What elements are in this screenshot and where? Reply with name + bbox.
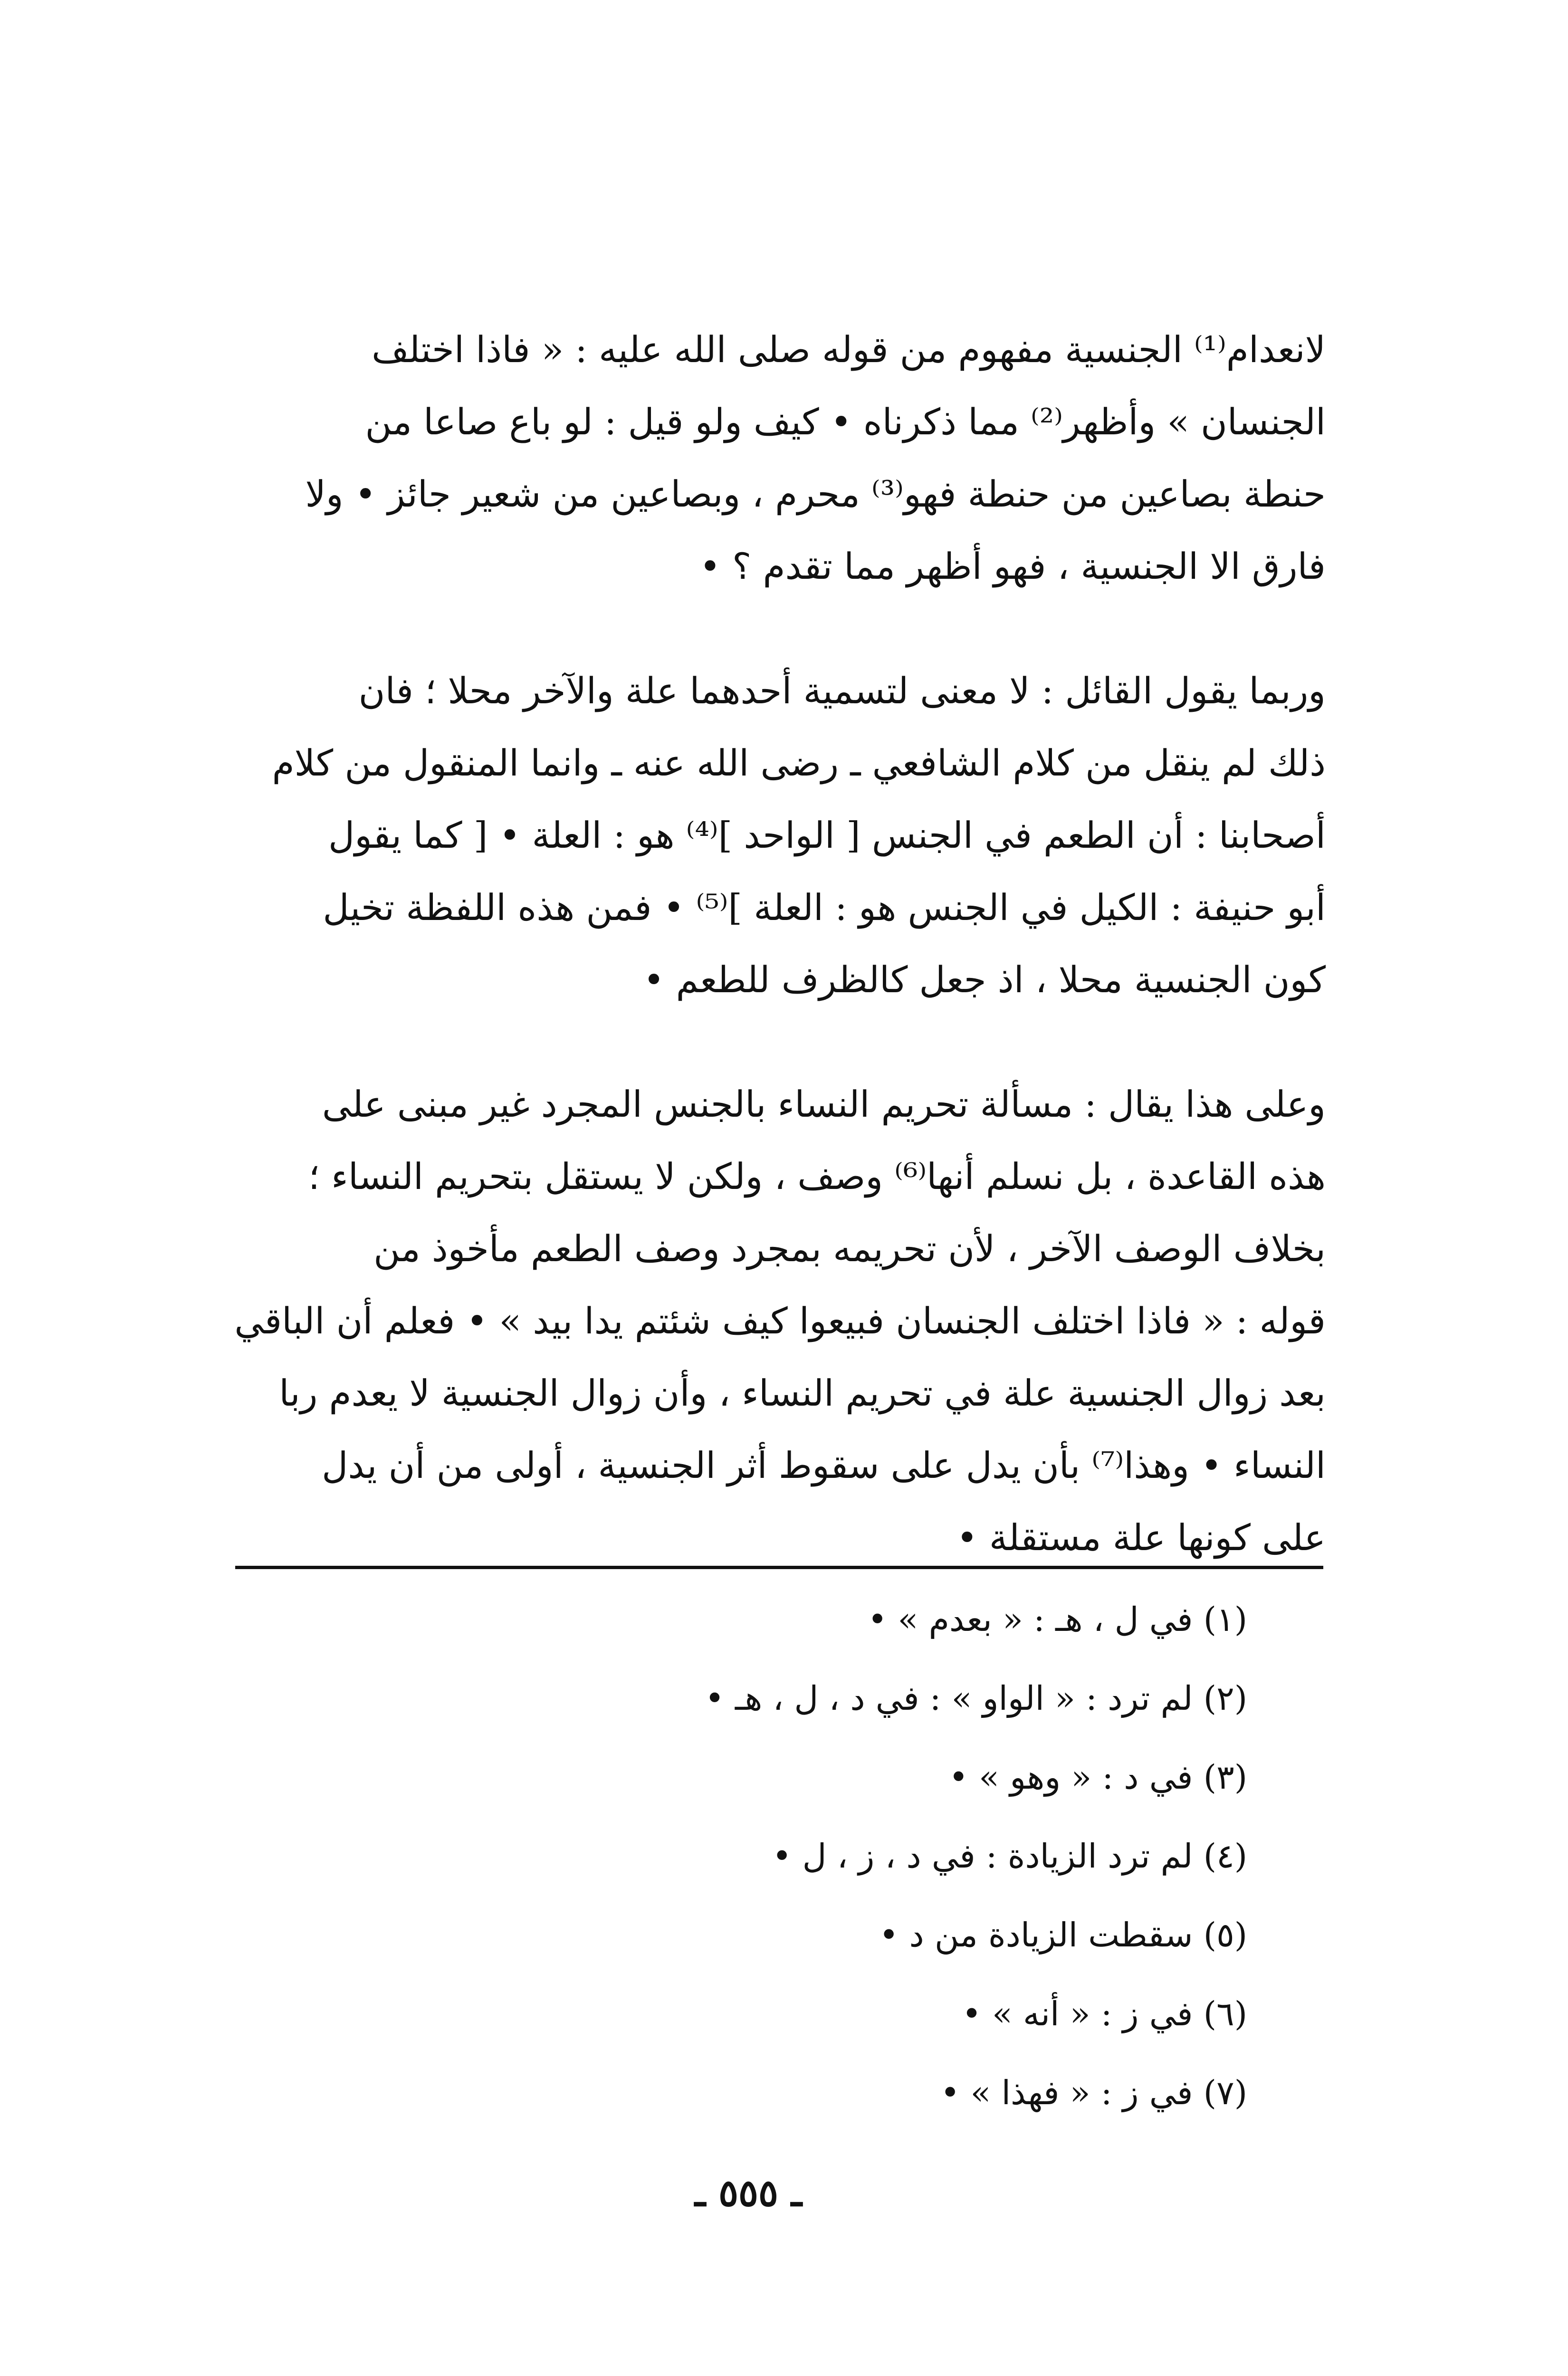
footnote-2: (٢) لم ترد : « الواو » : في د ، ل ، هـ • xyxy=(705,1679,1247,1718)
text-line: لانعدام⁽¹⁾ الجنسية مفهوم من قوله صلى الله عليه : « فاذا اختلف xyxy=(372,328,1326,371)
text-line: وربما يقول القائل : لا معنى لتسمية أحدهما علة والآخر محلا ؛ فان xyxy=(358,670,1326,712)
text-line: وعلى هذا يقال : مسألة تحريم النساء بالجنس المجرد غير مبنى على xyxy=(322,1083,1326,1125)
text-line: أصحابنا : أن الطعم في الجنس [ الواحد ]⁽⁴⁾ هو : العلة • [ كما يقول xyxy=(328,814,1326,856)
footnote-divider xyxy=(235,1566,1323,1569)
text-line: بعد زوال الجنسية علة في تحريم النساء ، وأن زوال الجنسية لا يعدم ربا xyxy=(279,1372,1326,1414)
text-line: الجنسان » وأظهر⁽²⁾ مما ذكرناه • كيف ولو قيل : لو باع صاعا من xyxy=(365,401,1326,443)
footnote-7: (٧) في ز : « فهذا » • xyxy=(940,2073,1247,2112)
text-line: فارق الا الجنسية ، فهو أظهر مما تقدم ؟ • xyxy=(699,545,1326,587)
text-line: ذلك لم ينقل من كلام الشافعي ـ رضى الله عنه ـ وانما المنقول من كلام xyxy=(272,742,1326,784)
text-line: النساء • وهذا⁽⁷⁾ بأن يدل على سقوط أثر الجنسية ، أولى من أن يدل xyxy=(322,1444,1326,1486)
footnote-3: (٣) في د : « وهو » • xyxy=(948,1758,1247,1797)
text-line: حنطة بصاعين من حنطة فهو⁽³⁾ محرم ، وبصاعين من شعير جائز • ولا xyxy=(305,473,1326,515)
paragraph-3 xyxy=(204,1068,1326,1574)
footnote-6: (٦) في ز : « أنه » • xyxy=(962,1994,1247,2033)
text-line: أبو حنيفة : الكيل في الجنس هو : العلة ]⁽⁵⁾ • فمن هذه اللفظة تخيل xyxy=(323,886,1326,929)
page-number: ـ ٥٥٥ ـ xyxy=(695,2172,802,2215)
text-line: على كونها علة مستقلة • xyxy=(956,1516,1326,1559)
footnotes xyxy=(235,1580,1247,2132)
text-line: هذه القاعدة ، بل نسلم أنها⁽⁶⁾ وصف ، ولكن لا يستقل بتحريم النساء ؛ xyxy=(308,1155,1326,1198)
footnote-4: (٤) لم ترد الزيادة : في د ، ز ، ل • xyxy=(772,1837,1247,1876)
main-text xyxy=(204,314,1326,1626)
footnote-5: (٥) سقطت الزيادة من د • xyxy=(879,1916,1247,1954)
paragraph-2 xyxy=(204,655,1326,1016)
footnote-1: (١) في ل ، هـ : « بعدم » • xyxy=(867,1600,1247,1639)
text-line: كون الجنسية محلا ، اذ جعل كالظرف للطعم • xyxy=(643,958,1326,1001)
text-line: قوله : « فاذا اختلف الجنسان فبيعوا كيف شئتم يدا بيد » • فعلم أن الباقي xyxy=(234,1300,1326,1342)
paragraph-1 xyxy=(204,314,1326,603)
text-line: بخلاف الوصف الآخر ، لأن تحريمه بمجرد وصف الطعم مأخوذ من xyxy=(373,1227,1326,1270)
